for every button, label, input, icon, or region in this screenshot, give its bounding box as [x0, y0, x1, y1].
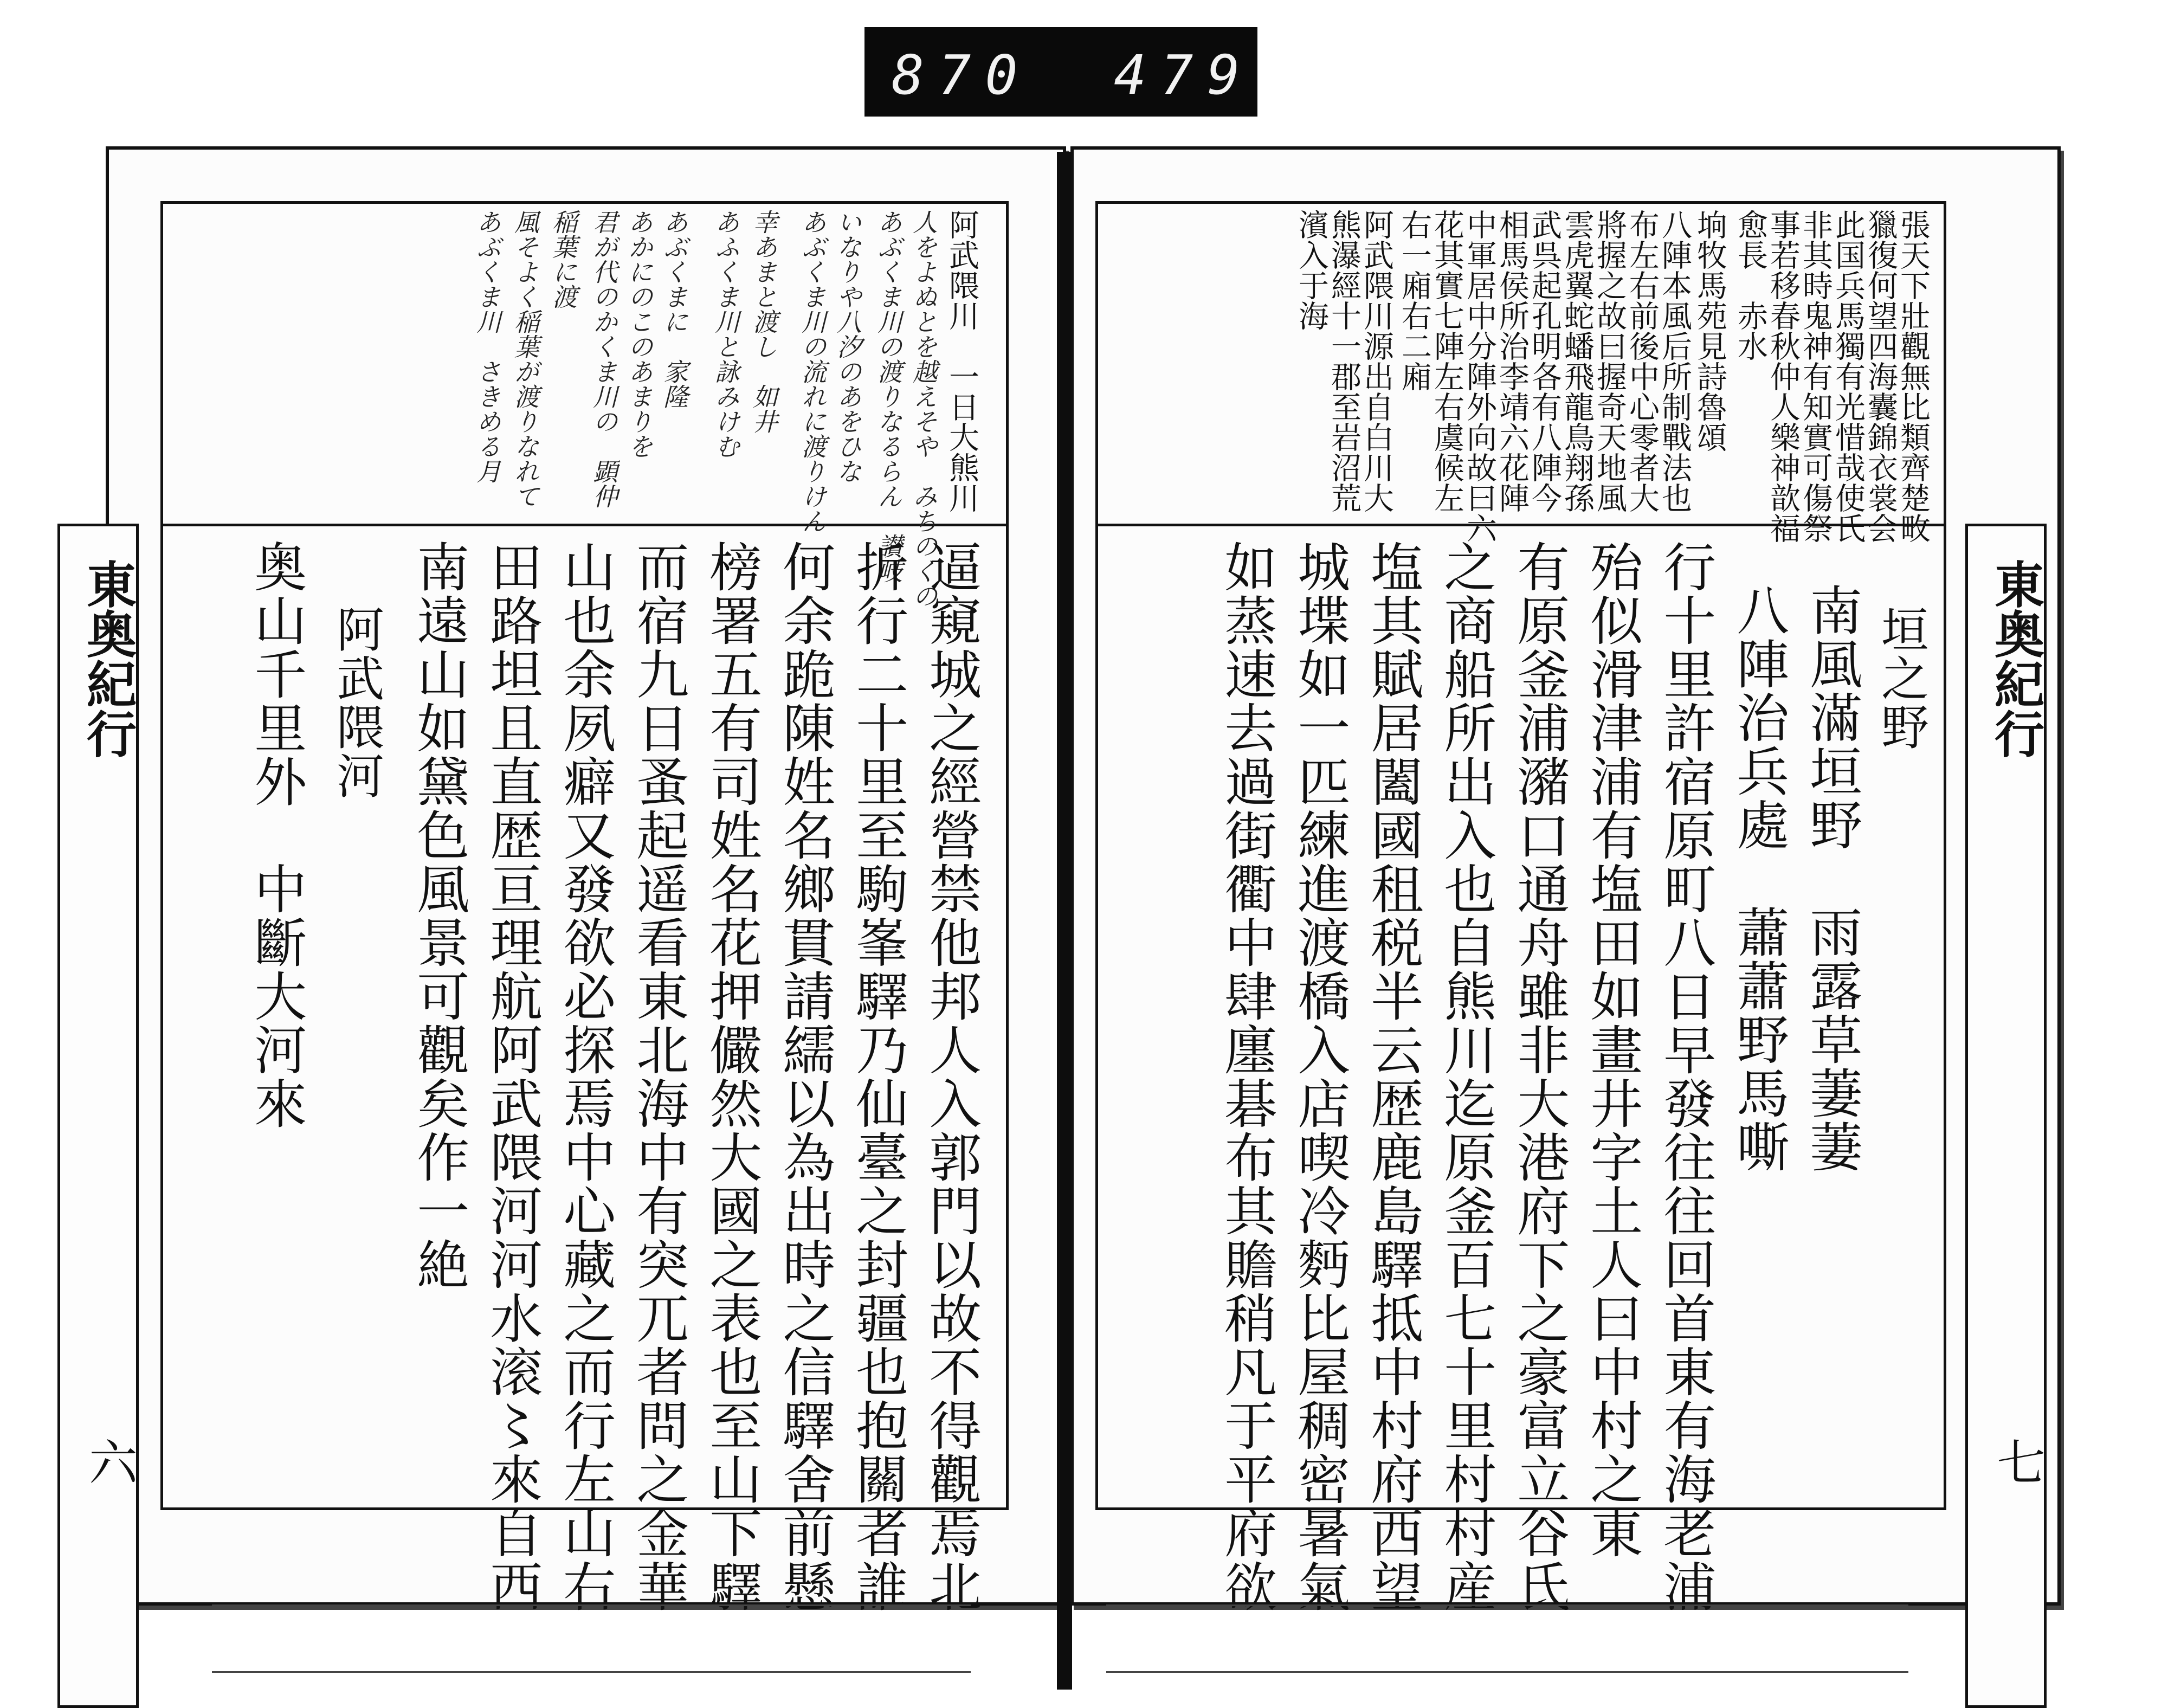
headnote-column: 阿武隈川 一日大熊川 — [944, 209, 979, 513]
left-archive-number: 870 — [892, 43, 1032, 107]
main-text-column: 逼窺城之經營禁他邦人入郭門以故不得觀焉北 — [920, 540, 982, 1613]
headnote-column: あかにのこのあまりを — [624, 209, 654, 459]
archive-label-strip — [864, 27, 1257, 117]
main-text-column: 何余跪陳姓名鄉貫請繻以為出時之信驛舍前懸 — [773, 540, 835, 1613]
headnote-column: 幸あまと渡し 如井 — [749, 209, 778, 434]
headnote-column: 君が代のかくま川の 顕仲 — [589, 209, 618, 508]
main-text-column: 塩其賦居闔國租税半云歴鹿島驛抵中村府西望 — [1362, 540, 1423, 1613]
main-text-column: 山也余夙癖又發欲必探焉中心藏之而行左山右 — [554, 540, 616, 1613]
headnote-column: 濱入于海 — [1294, 209, 1329, 331]
headnote-column: 雲虎翼蛇蟠飛龍鳥翔孫 — [1559, 209, 1595, 513]
main-text-column: 榜署五有司姓名花押儼然大國之表也至山下驛 — [700, 540, 762, 1613]
headnote-column: 武呉起孔明各有八陣今 — [1527, 209, 1562, 513]
headnote-column: 風そよく稲葉が渡りなれて — [511, 209, 540, 508]
main-text-column: 南遠山如黛色風景可觀矣作一絶 — [408, 540, 469, 1291]
left-page-edges — [212, 1604, 971, 1673]
main-text-column: 行十里許宿原町八日早發往往回首東有海老浦 — [1654, 540, 1716, 1613]
headnote-column: 獵復何望四海囊錦衣裳会 — [1863, 209, 1898, 543]
right-tab-title: 東奥紀行 — [1986, 559, 2045, 758]
main-text-column: 城堞如一匹練進渡橋入店喫冷麪比屋稠密暑氣 — [1288, 540, 1350, 1613]
main-text-column: 殆似滑津浦有塩田如畫井字土人曰中村之東 — [1581, 540, 1643, 1559]
headnote-column: 稲葉に渡 — [549, 209, 578, 309]
main-text-column: 而宿九日蚤起遥看東北海中有突兀者問之金華 — [627, 540, 689, 1613]
poem-line: 八陣治兵處 蕭蕭野馬嘶 — [1727, 583, 1789, 1174]
main-text-column: 如蒸速去過街衢中肆廛碁布其贍稍凡于平府欲 — [1215, 540, 1277, 1613]
headnote-column: 垧牧馬苑見詩魯頌 — [1692, 209, 1727, 452]
headnote-column: 張天下壯觀無比類齊楚畋 — [1895, 209, 1931, 543]
headnote-column: 愈長 赤水 — [1733, 209, 1768, 361]
headnote-column: 布左右前後中心零者大 — [1624, 209, 1660, 513]
headnote-column: 阿武隈川源出自白川大 — [1359, 209, 1394, 513]
poem-title: 垣之野 — [1874, 605, 1930, 751]
right-page-edges — [1106, 1604, 1908, 1673]
poem-line: 南風滿垣野 雨露草萋萋 — [1801, 583, 1862, 1174]
poem-line: 奥山千里外 中斷大河來 — [245, 540, 307, 1130]
left-page — [79, 146, 1066, 1613]
main-text-column: 田路坦且直歴亘理航阿武隈河河水滚〻來自西 — [481, 540, 543, 1613]
headnote-column: 相馬侯所治李靖六花陣 — [1494, 209, 1530, 513]
headnote-column: 此国兵馬獨有光惜哉使氏 — [1830, 209, 1866, 543]
headnote-column: 事若移春秋仲人樂神歆福 — [1765, 209, 1801, 543]
headnote-column: 非其時鬼神有知實可傷祭 — [1798, 209, 1833, 543]
right-page — [1070, 146, 2061, 1613]
headnote-column: あぶくま川の流れに渡りけん — [798, 209, 827, 533]
headnote-column: 右一廂右二廂 — [1397, 209, 1432, 391]
left-page-number: 六 — [80, 1437, 137, 1486]
main-text-column: 折行二十里至駒峯驛乃仙臺之封疆也抱關者誰 — [847, 540, 908, 1613]
headnote-column: あぶくまに 家隆 — [660, 209, 689, 409]
headnote-column: 將握之故曰握奇天地風 — [1592, 209, 1627, 513]
headnote-column: あぶくま川の渡りなるらん 讃岐 — [874, 209, 903, 583]
headnote-column: 熊瀑經十一郡至岩沼荒 — [1326, 209, 1362, 513]
headnote-column: いなりや八汐のあをひな — [833, 209, 862, 484]
right-page-tab — [1965, 524, 2047, 1708]
headnote-column: 八陣本風后所制戰法也 — [1657, 209, 1692, 513]
right-page-number: 七 — [1988, 1437, 2045, 1486]
headnote-column: あぶくま川 さきめる月 — [473, 209, 502, 484]
headnote-column: 花其實七陣左右虞候左 — [1429, 209, 1464, 513]
headnote-column: 人をよぬとを越えそや みちのくの — [909, 209, 938, 608]
right-archive-number: 479 — [1114, 43, 1254, 107]
main-text-column: 有原釜浦瀦口通舟雖非大港府下之豪富立谷氏 — [1508, 540, 1570, 1613]
headnote-column: 中軍居中分陣外向故曰六 — [1462, 209, 1497, 543]
book-gutter — [1057, 152, 1072, 1690]
left-page-tab — [57, 524, 139, 1708]
main-text-column: 之商船所出入也自熊川迄原釜百七十里村村産 — [1435, 540, 1496, 1613]
poem-title: 阿武隈河 — [329, 605, 385, 800]
left-tab-title: 東奥紀行 — [79, 559, 137, 758]
headnote-column: あふくま川と詠みけむ — [711, 209, 740, 459]
